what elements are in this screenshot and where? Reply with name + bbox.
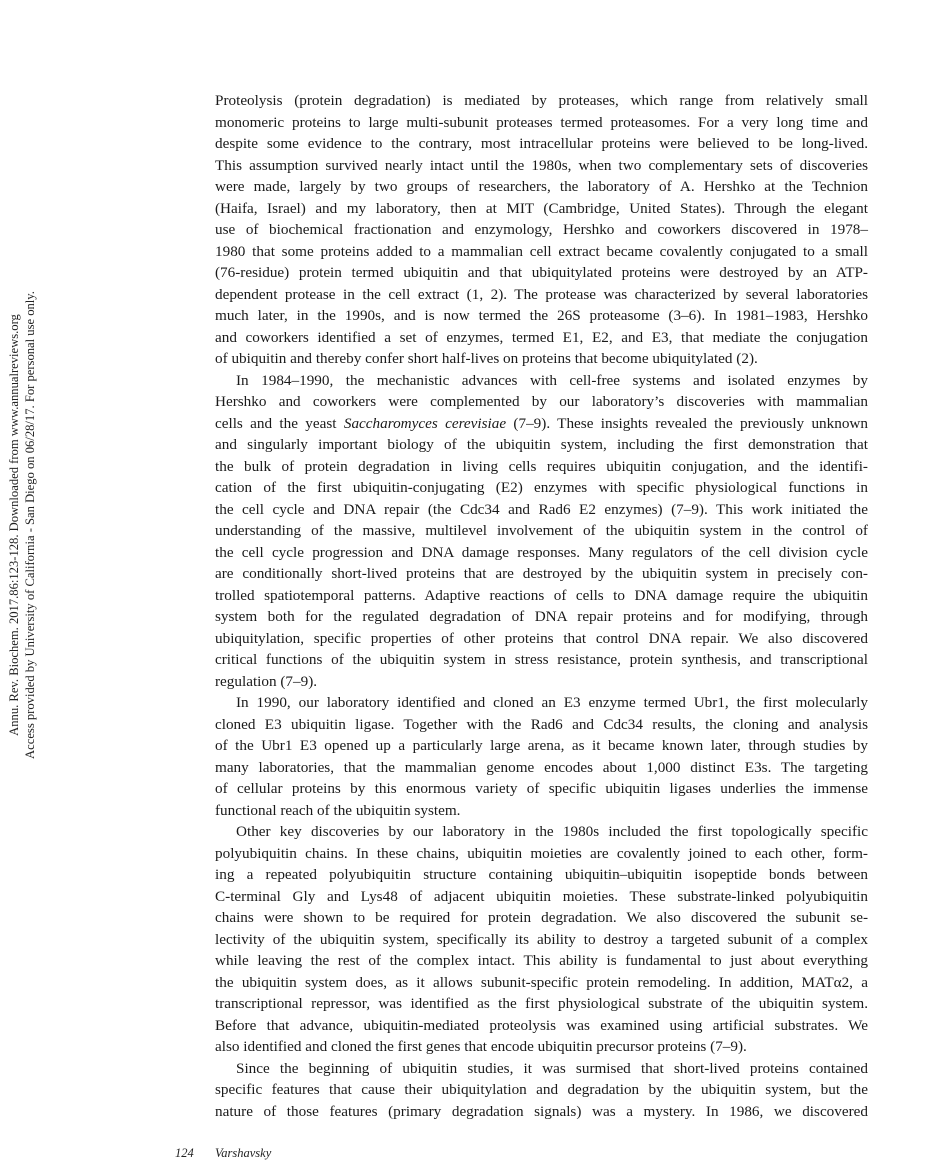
text-line: (76-residue) protein termed ubiquitin and that ubiquitylated proteins were destroyed by an ATP- xyxy=(215,264,868,281)
text-line: of the Ubr1 E3 opened up a particularly large arena, as it became known later, through studies by xyxy=(215,737,868,754)
page-footer xyxy=(175,1146,271,1161)
text-line: and singularly important biology of the ubiquitin system, including the first demonstration that xyxy=(215,436,868,453)
text-line: In 1984–1990, the mechanistic advances with cell-free systems and isolated enzymes by xyxy=(236,371,868,389)
text-line: also identified and cloned the first genes that encode ubiquitin precursor proteins (7–9). xyxy=(215,1038,747,1055)
text-line: This assumption survived nearly intact until the 1980s, when two complementary sets of discoveries xyxy=(215,156,868,174)
text-line: critical functions of the ubiquitin system in stress resistance, protein synthesis, and transcriptional xyxy=(215,651,868,668)
text-line: were made, largely by two groups of researchers, the laboratory of A. Hershko at the Technion xyxy=(215,178,868,195)
text-line: understanding of the massive, multilevel involvement of the ubiquitin system in the control of xyxy=(215,522,868,539)
text-line: functional reach of the ubiquitin system. xyxy=(215,801,461,819)
text-line: cloned E3 ubiquitin ligase. Together with the Rad6 and Cdc34 results, the cloning and analysis xyxy=(215,715,868,733)
text-line: polyubiquitin chains. In these chains, ubiquitin moieties are covalently joined to each other, form- xyxy=(215,844,868,862)
text-line: the ubiquitin system does, as it allows subunit-specific protein remodeling. In addition, MATα2, a xyxy=(215,973,868,991)
text-line: cation of the first ubiquitin-conjugating (E2) enzymes with specific physiological functions in xyxy=(215,479,868,496)
text-line: are conditionally short-lived proteins that are destroyed by the ubiquitin system in precisely con- xyxy=(215,565,868,582)
download-notice-line-1: Annu. Rev. Biochem. 2017.86:123-128. Downloaded from www.annualreviews.org xyxy=(7,314,21,736)
paragraph xyxy=(215,90,868,370)
text-line: specific features that cause their ubiquitylation and degradation by the ubiquitin system, but the xyxy=(215,1081,868,1098)
text-line: system both for the regulated degradation of DNA repair proteins and for modifying, through xyxy=(215,608,868,625)
text-line: use of biochemical fractionation and enzymology, Hershko and coworkers discovered in 1978– xyxy=(215,221,868,238)
download-notice-line-2: Access provided by University of California - San Diego on 06/28/17. For personal use only. xyxy=(23,291,37,759)
paragraph xyxy=(215,370,868,693)
text-line: much later, in the 1990s, and is now termed the 26S proteasome (3–6). In 1981–1983, Hershko xyxy=(215,307,868,324)
text-line: Hershko and coworkers were complemented by our laboratory’s discoveries with mammalian xyxy=(215,393,868,410)
text-line: of cellular proteins by this enormous variety of specific ubiquitin ligases underlies the immense xyxy=(215,780,868,797)
text-segment: (7–9). These insights revealed the previously unknown xyxy=(506,414,868,432)
page-number: 124 xyxy=(175,1146,194,1160)
text-line: of ubiquitin and thereby confer short half-lives on proteins that become ubiquitylated (2). xyxy=(215,350,758,367)
text-line: while leaving the rest of the complex intact. This ability is fundamental to just about everything xyxy=(215,952,868,969)
text-line: nature of those features (primary degradation signals) was a mystery. In 1986, we discovered xyxy=(215,1102,868,1120)
paragraph xyxy=(215,1058,868,1123)
text-line: the cell cycle and DNA repair (the Cdc34 and Rad6 E2 enzymes) (7–9). This work initiated the xyxy=(215,500,868,518)
text-line: and coworkers identified a set of enzymes, termed E1, E2, and E3, that mediate the conjugation xyxy=(215,328,868,346)
paragraph xyxy=(215,692,868,821)
text-line: regulation (7–9). xyxy=(215,672,318,690)
text-line: 1980 that some proteins added to a mammalian cell extract became covalently conjugated to a small xyxy=(215,242,868,260)
text-line: (Haifa, Israel) and my laboratory, then at MIT (Cambridge, United States). Through the elegant xyxy=(215,199,868,217)
text-line: Before that advance, ubiquitin-mediated proteolysis was examined using artificial substrates. We xyxy=(215,1016,868,1034)
text-line: ing a repeated polyubiquitin structure containing ubiquitin–ubiquitin isopeptide bonds between xyxy=(215,866,868,883)
text-line: ubiquitylation, specific properties of other proteins that control DNA repair. We also discovered xyxy=(215,629,868,647)
species-name-italic: Saccharomyces cerevisiae xyxy=(343,414,507,432)
text-line: lectivity of the ubiquitin system, specifically its ability to destroy a targeted subunit of a complex xyxy=(215,930,868,948)
text-line: transcriptional repressor, was identified as the first physiological substrate of the ubiquitin system. xyxy=(215,995,868,1012)
text-line: the bulk of protein degradation in living cells requires ubiquitin conjugation, and the identifi- xyxy=(215,457,868,475)
text-line xyxy=(215,413,868,435)
text-line: Other key discoveries by our laboratory in the 1980s included the first topologically specific xyxy=(236,823,868,840)
paragraph xyxy=(215,821,868,1058)
text-line: C-terminal Gly and Lys48 of adjacent ubiquitin moieties. These substrate-linked polyubiquitin xyxy=(215,887,868,905)
text-line: Proteolysis (protein degradation) is mediated by proteases, which range from relatively small xyxy=(215,92,868,109)
text-line: chains were shown to be required for protein degradation. We also discovered the subunit se- xyxy=(215,909,868,926)
text-line: trolled spatiotemporal patterns. Adaptive reactions of cells to DNA damage require the ubiquitin xyxy=(215,586,868,604)
text-line: In 1990, our laboratory identified and cloned an E3 enzyme termed Ubr1, the first molecularly xyxy=(236,694,868,711)
text-segment: cells and the yeast xyxy=(215,414,344,432)
text-line: despite some evidence to the contrary, most intracellular proteins were believed to be long-lived. xyxy=(215,135,868,152)
running-author: Varshavsky xyxy=(215,1146,272,1160)
text-line: many laboratories, that the mammalian genome encodes about 1,000 distinct E3s. The targeting xyxy=(215,758,868,776)
download-notice xyxy=(6,240,46,810)
text-line: Since the beginning of ubiquitin studies, it was surmised that short-lived proteins contained xyxy=(236,1059,868,1077)
article-body xyxy=(215,90,868,1122)
text-line: the cell cycle progression and DNA damage responses. Many regulators of the cell division cycle xyxy=(215,543,868,561)
text-line: monomeric proteins to large multi-subunit proteases termed proteasomes. For a very long time and xyxy=(215,113,868,131)
text-line: dependent protease in the cell extract (1, 2). The protease was characterized by several laboratories xyxy=(215,285,868,303)
